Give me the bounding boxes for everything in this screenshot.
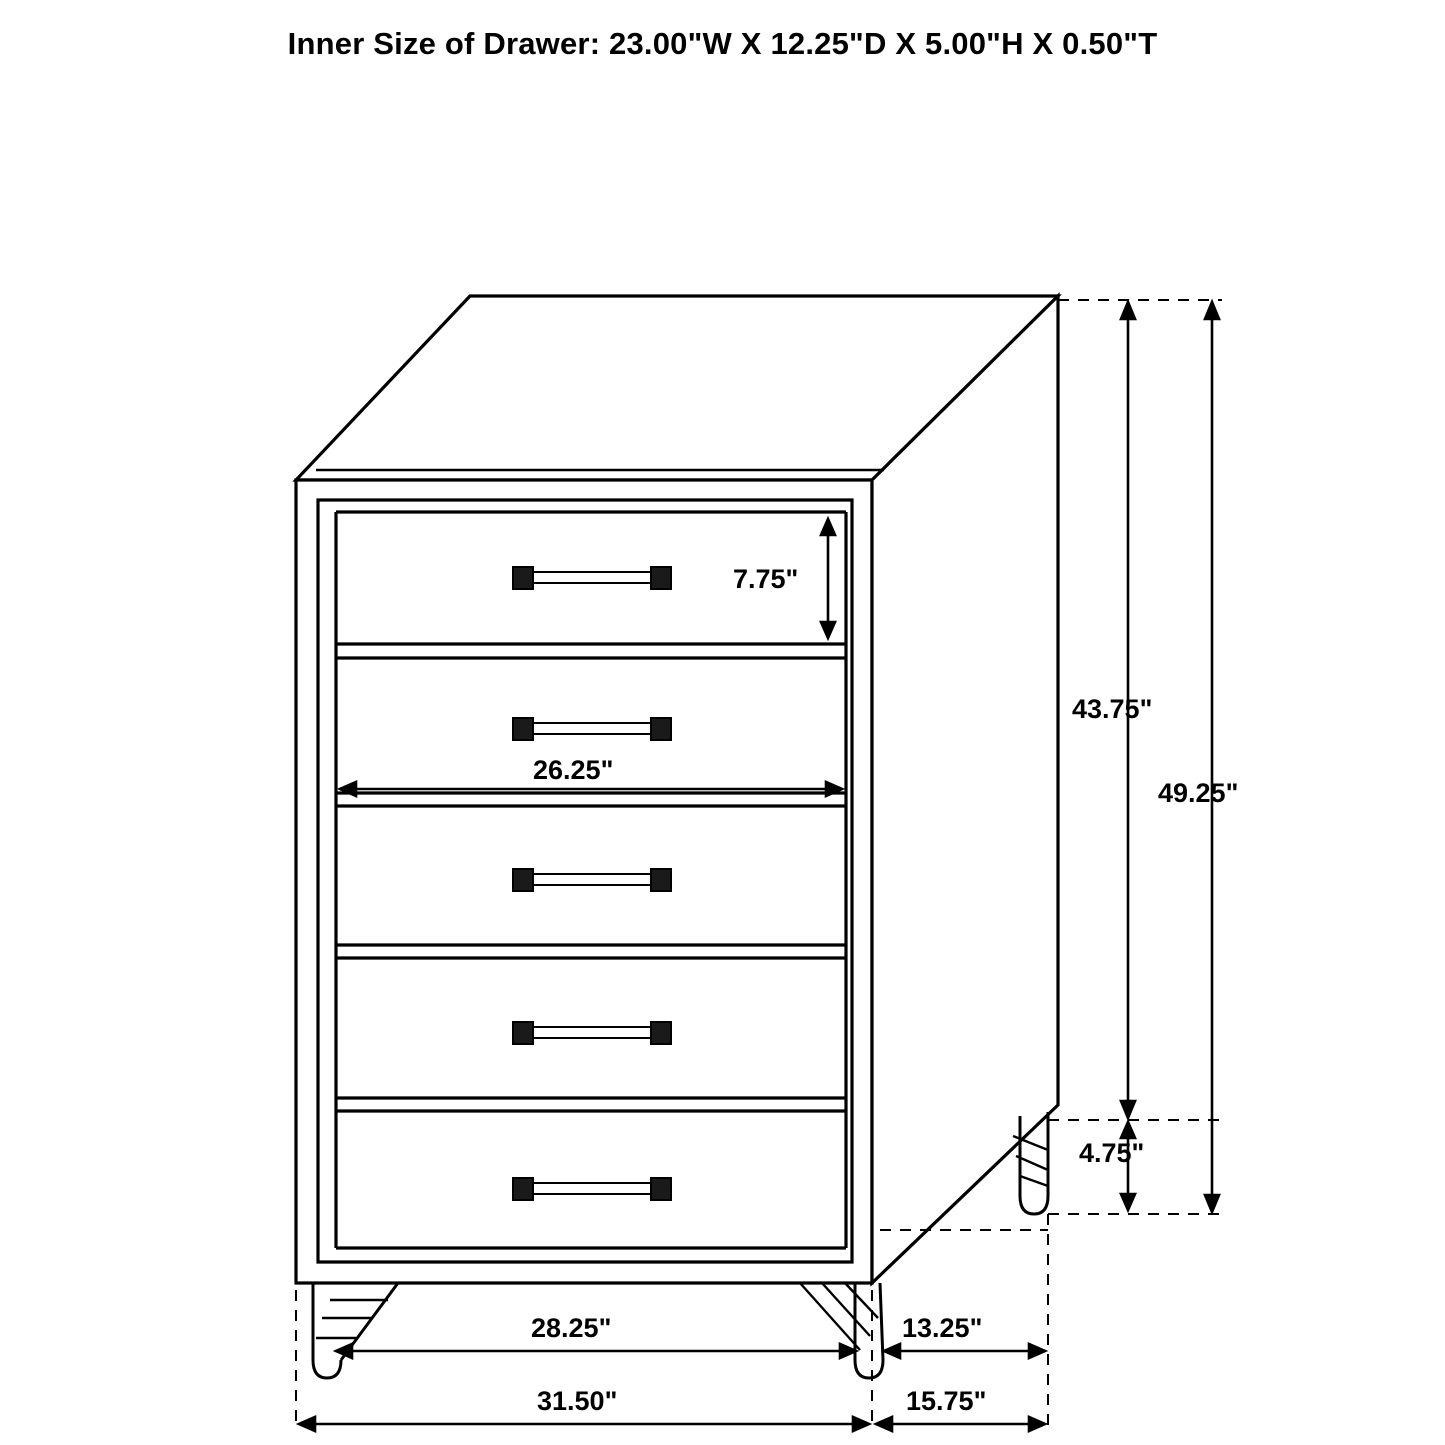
dim-label-body-height: 43.75" [1072, 694, 1153, 724]
dim-total-depth [876, 1417, 1045, 1431]
dim-label-top-drawer-height: 7.75" [733, 564, 799, 594]
dim-label-total-height: 49.25" [1158, 778, 1239, 808]
dim-inner-width [336, 1344, 856, 1358]
dim-label-total-depth: 15.75" [906, 1386, 987, 1416]
leg-front-left [313, 1283, 398, 1378]
dim-inner-depth [884, 1344, 1045, 1358]
dim-label-inner-depth: 13.25" [902, 1313, 983, 1343]
dim-label-drawer-front-width: 26.25" [533, 755, 614, 785]
dim-total-width [299, 1417, 869, 1431]
leg-front-right [800, 1283, 883, 1378]
dim-label-total-width: 31.50" [537, 1386, 618, 1416]
dim-label-inner-width: 28.25" [531, 1313, 612, 1343]
dim-label-leg-height: 4.75" [1079, 1138, 1145, 1168]
dim-total-height [1205, 302, 1219, 1212]
page-title: Inner Size of Drawer: 23.00"W X 12.25"D X 5.00"H X 0.50"T [287, 26, 1158, 61]
